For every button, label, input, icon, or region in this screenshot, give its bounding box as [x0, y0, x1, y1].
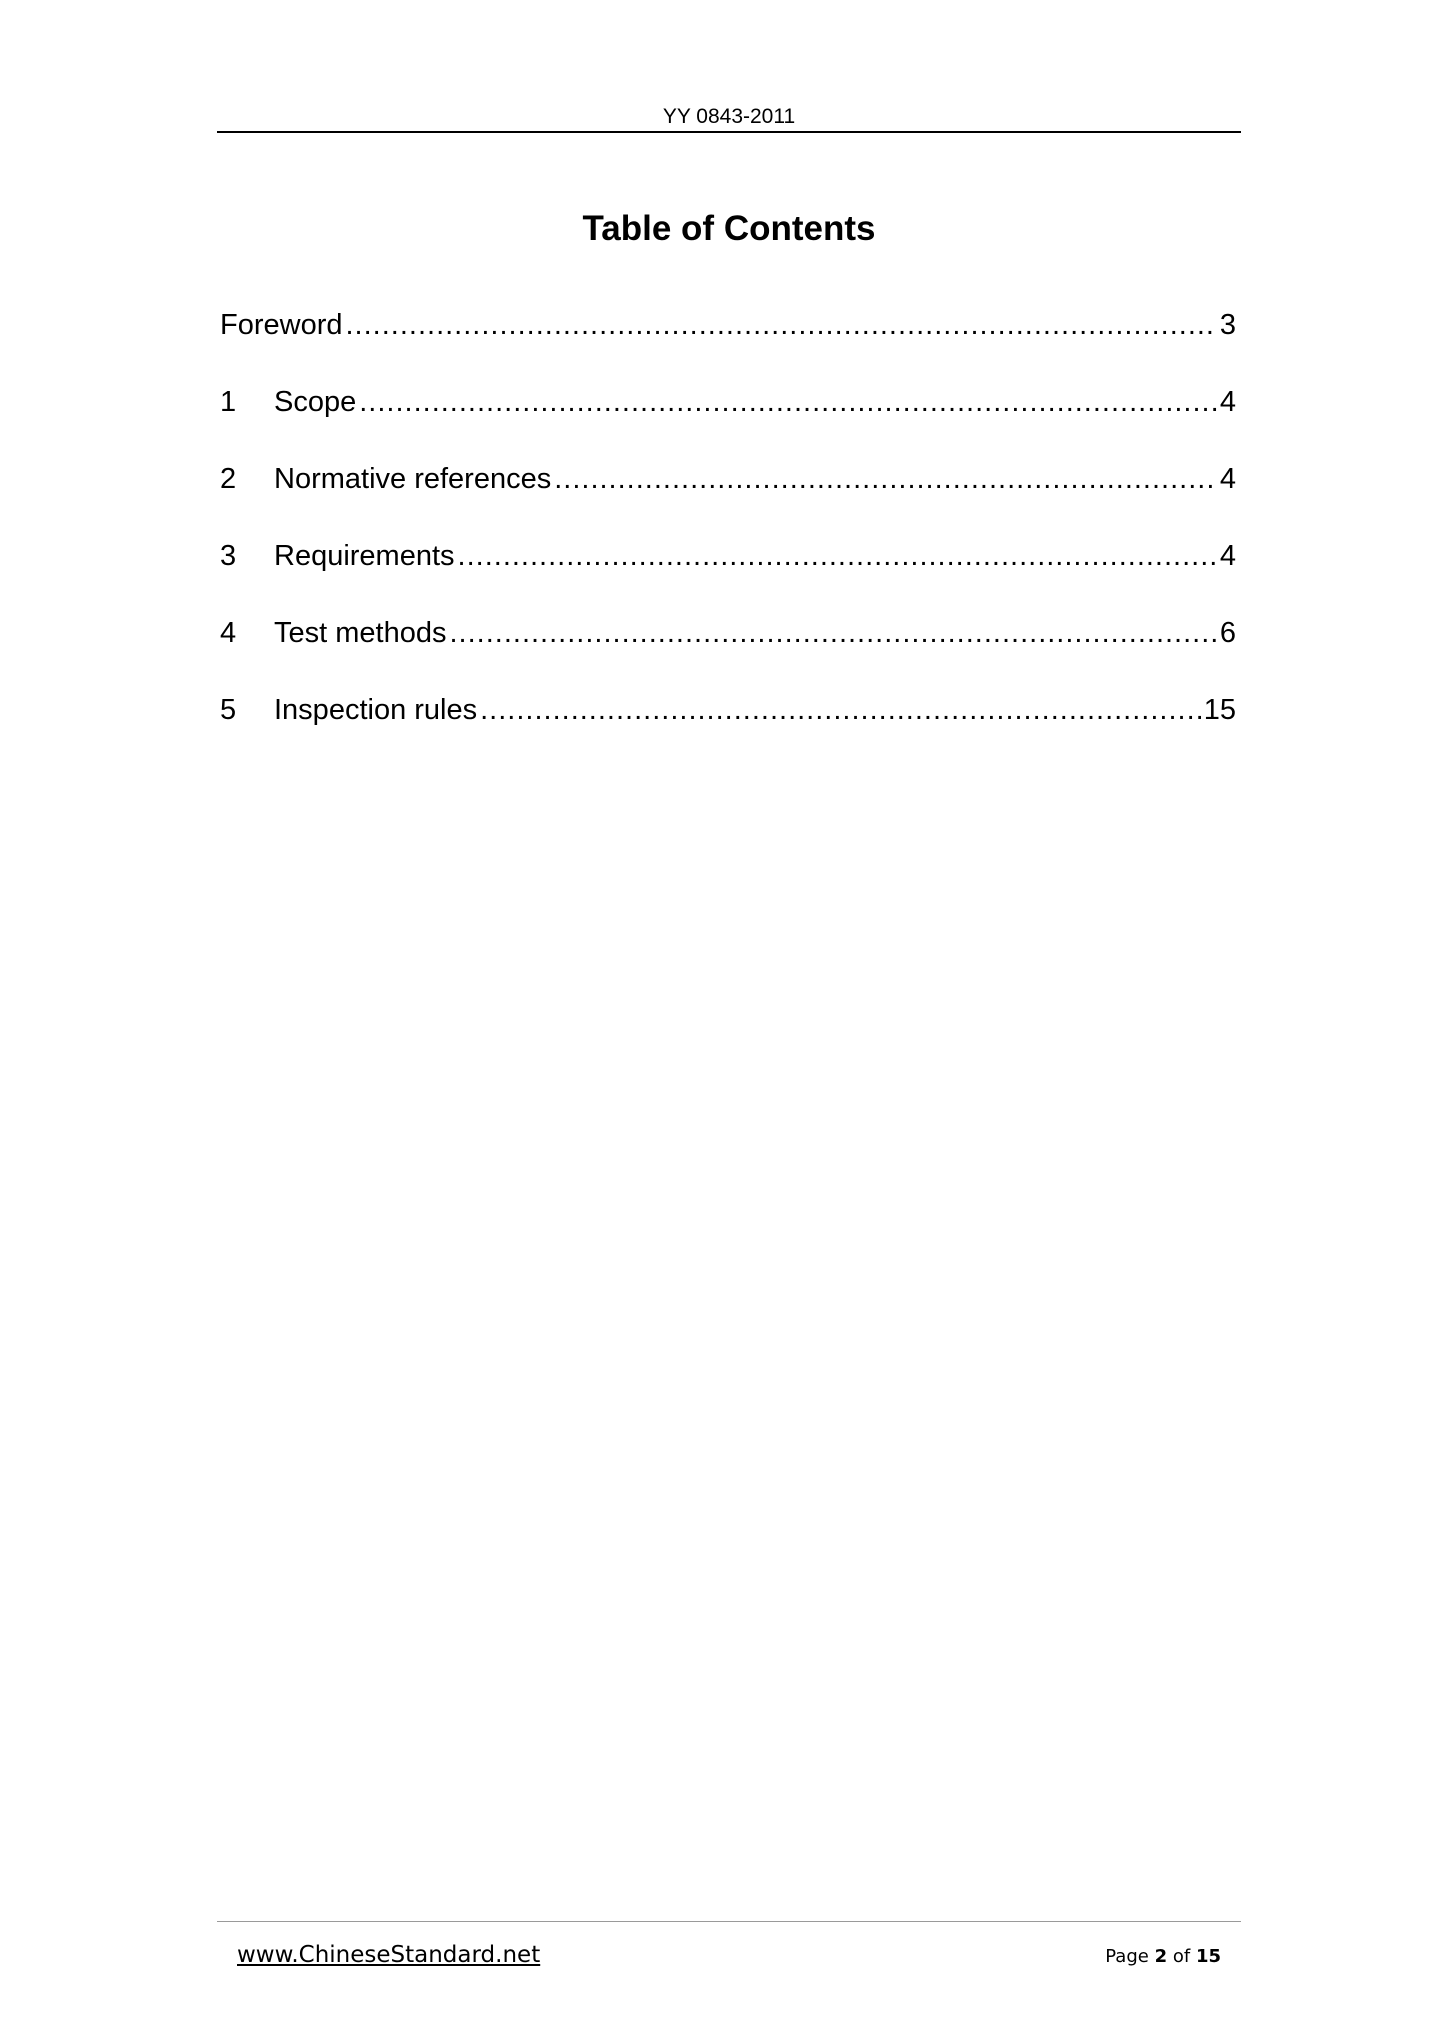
toc-entry-number: 4 — [220, 617, 237, 649]
table-of-contents — [220, 302, 1236, 764]
toc-leader-dots — [458, 533, 1217, 579]
toc-entry-number: 1 — [220, 386, 237, 418]
toc-entry-scope[interactable] — [220, 379, 1236, 456]
toc-entry-label: Requirements — [274, 540, 455, 572]
toc-entry-number: 2 — [220, 463, 237, 495]
toc-entry-label: Inspection rules — [274, 694, 478, 726]
toc-entry-page: 4 — [1219, 463, 1236, 495]
footer-total-pages: 15 — [1195, 1946, 1221, 1967]
document-id: YY 0843-2011 — [662, 105, 796, 128]
toc-entry-foreword[interactable] — [220, 302, 1236, 379]
footer-page-number — [1105, 1946, 1221, 1967]
footer-current-page: 2 — [1154, 1946, 1168, 1967]
toc-entry-label: Scope — [274, 386, 357, 418]
toc-leader-dots — [449, 610, 1216, 656]
footer-site-link[interactable]: www.ChineseStandard.net — [237, 1942, 541, 1968]
toc-entry-page: 15 — [1203, 694, 1236, 726]
page-title: Table of Contents — [582, 209, 876, 248]
toc-entry-page: 3 — [1219, 309, 1236, 341]
toc-entry-page: 6 — [1219, 617, 1236, 649]
toc-entry-number: 3 — [220, 540, 237, 572]
toc-leader-dots — [554, 456, 1217, 502]
toc-entry-test-methods[interactable] — [220, 610, 1236, 687]
page-footer — [217, 1921, 1241, 1985]
footer-page-separator: of — [1172, 1946, 1191, 1967]
toc-entry-label: Foreword — [220, 309, 343, 341]
toc-entry-number: 5 — [220, 694, 237, 726]
toc-leader-dots — [359, 379, 1217, 425]
toc-entry-inspection-rules[interactable] — [220, 687, 1236, 764]
toc-leader-dots — [480, 687, 1201, 733]
page-header — [217, 100, 1241, 133]
toc-entry-label: Test methods — [274, 617, 447, 649]
toc-entry-page: 4 — [1219, 540, 1236, 572]
toc-entry-page: 4 — [1219, 386, 1236, 418]
toc-entry-normative-references[interactable] — [220, 456, 1236, 533]
toc-leader-dots — [346, 302, 1217, 348]
footer-page-prefix: Page — [1105, 1946, 1149, 1967]
toc-entry-label: Normative references — [274, 463, 552, 495]
toc-entry-requirements[interactable] — [220, 533, 1236, 610]
